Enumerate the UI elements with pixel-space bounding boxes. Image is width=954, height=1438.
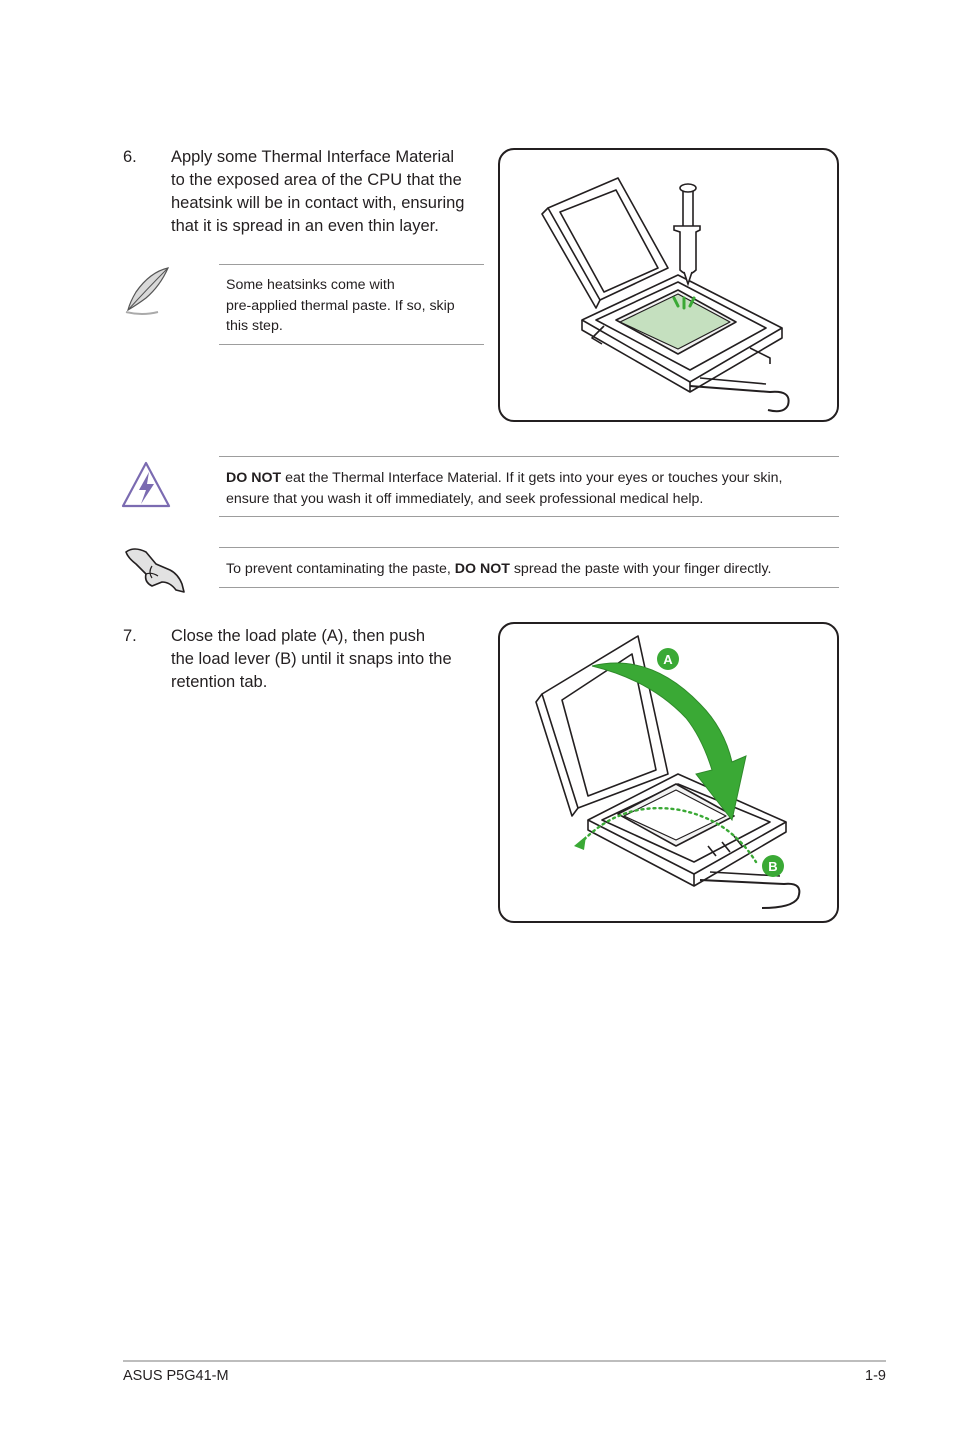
warning-text xyxy=(226,468,838,509)
caution-top-rule xyxy=(219,547,839,548)
warning-top-rule xyxy=(219,456,839,457)
caution-icon-wrap xyxy=(122,542,186,596)
caution-suffix: spread the paste with your finger directly. xyxy=(509,561,772,577)
note-bottom-rule xyxy=(219,344,484,345)
cpu-socket-paste-illustration xyxy=(500,150,837,420)
warning-bold: DO NOT xyxy=(226,470,282,486)
note-icon-wrap xyxy=(122,264,172,316)
step-6-text: Apply some Thermal Interface Material to the exposed area of the CPU that the heatsink will be in contact with, ensuring that it is spread in an even thin layer. xyxy=(171,148,465,235)
figure-close-load-plate xyxy=(498,622,839,923)
note-text: Some heatsinks come with pre-applied thermal paste. If so, skip this step. xyxy=(226,277,455,334)
step-7-text: Close the load plate (A), then push the load lever (B) until it snaps into the retention tab. xyxy=(171,627,452,691)
label-a: A xyxy=(663,652,673,667)
warning-icon-wrap xyxy=(120,460,172,510)
warning-bottom-rule xyxy=(219,516,839,517)
feather-pen-icon xyxy=(122,264,172,316)
caution-text xyxy=(226,559,838,580)
note-top-rule xyxy=(219,264,484,265)
footer-rule xyxy=(123,1360,886,1362)
caution-bold: DO NOT xyxy=(454,561,510,577)
hand-caution-icon xyxy=(122,542,186,596)
cpu-socket-close-illustration xyxy=(500,624,837,921)
warning-lightning-icon xyxy=(120,460,172,510)
figure-thermal-paste xyxy=(498,148,839,422)
caution-bottom-rule xyxy=(219,587,839,588)
label-b: B xyxy=(768,859,778,874)
step-7-number: 7. xyxy=(123,627,137,645)
footer-page-number: 1-9 xyxy=(865,1368,886,1384)
caution-prefix: To prevent contaminating the paste, xyxy=(226,561,455,577)
step-6-number: 6. xyxy=(123,148,137,166)
footer-left: ASUS P5G41-M xyxy=(123,1368,229,1384)
warning-body: eat the Thermal Interface Material. If it gets into your eyes or touches your skin, ensure that you wash it off immediately, and seek professional medical help. xyxy=(226,470,783,507)
